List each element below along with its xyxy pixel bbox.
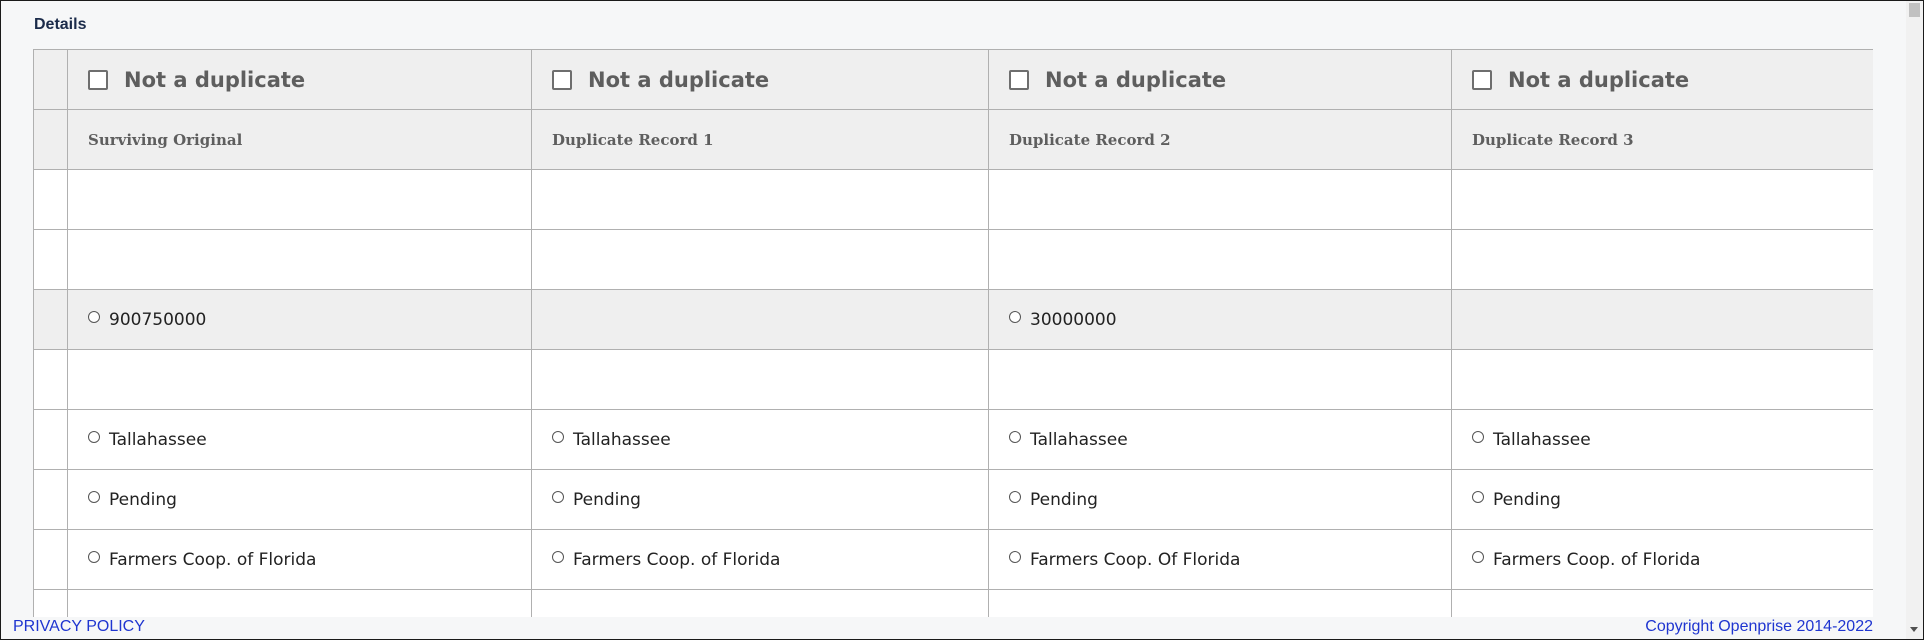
not-duplicate-cell bbox=[532, 50, 989, 110]
table-cell bbox=[989, 590, 1452, 618]
comparison-table bbox=[33, 49, 1873, 617]
value-radio[interactable] bbox=[1472, 431, 1484, 443]
table-cell bbox=[989, 530, 1452, 590]
table-row bbox=[34, 230, 1874, 290]
value-radio[interactable] bbox=[1009, 551, 1021, 563]
row-gutter bbox=[34, 110, 68, 170]
record-header-cell bbox=[532, 110, 989, 170]
cell-value: Pending bbox=[1493, 489, 1561, 510]
cell-value: Tallahassee bbox=[1493, 429, 1591, 450]
table-row bbox=[34, 170, 1874, 230]
scrollbar-thumb[interactable] bbox=[1909, 3, 1920, 17]
record-header-cell bbox=[68, 110, 532, 170]
section-title: Details bbox=[34, 16, 87, 33]
row-gutter bbox=[34, 530, 68, 590]
table-cell bbox=[1452, 590, 1874, 618]
table-cell bbox=[532, 290, 989, 350]
table-cell bbox=[1452, 350, 1874, 410]
cell-value: Tallahassee bbox=[109, 429, 207, 450]
value-radio[interactable] bbox=[1009, 431, 1021, 443]
vertical-scrollbar[interactable] bbox=[1906, 1, 1923, 639]
table-cell bbox=[532, 530, 989, 590]
value-radio[interactable] bbox=[552, 431, 564, 443]
not-duplicate-label: Not a duplicate bbox=[124, 67, 306, 92]
table-cell bbox=[532, 230, 989, 290]
not-duplicate-checkbox[interactable] bbox=[1009, 70, 1029, 90]
table-cell bbox=[1452, 230, 1874, 290]
table-cell bbox=[68, 350, 532, 410]
value-radio[interactable] bbox=[1009, 311, 1021, 323]
row-gutter bbox=[34, 290, 68, 350]
cell-value: Pending bbox=[573, 489, 641, 510]
table-cell bbox=[1452, 170, 1874, 230]
not-duplicate-checkbox[interactable] bbox=[552, 70, 572, 90]
table-cell bbox=[989, 350, 1452, 410]
not-duplicate-cell bbox=[989, 50, 1452, 110]
table-cell bbox=[68, 230, 532, 290]
not-duplicate-label: Not a duplicate bbox=[588, 67, 770, 92]
table-cell bbox=[68, 590, 532, 618]
cell-value: Pending bbox=[109, 489, 177, 510]
table-cell bbox=[1452, 530, 1874, 590]
table-cell bbox=[68, 530, 532, 590]
value-radio[interactable] bbox=[88, 491, 100, 503]
cell-value: Farmers Coop. Of Florida bbox=[1030, 549, 1241, 570]
cell-value: Tallahassee bbox=[573, 429, 671, 450]
table-cell bbox=[532, 590, 989, 618]
table-cell bbox=[532, 470, 989, 530]
value-radio[interactable] bbox=[1009, 491, 1021, 503]
value-radio[interactable] bbox=[552, 491, 564, 503]
cell-value: Farmers Coop. of Florida bbox=[109, 549, 317, 570]
table-cell bbox=[532, 170, 989, 230]
table-cell bbox=[989, 410, 1452, 470]
value-radio[interactable] bbox=[1472, 491, 1484, 503]
value-radio[interactable] bbox=[88, 431, 100, 443]
record-header-row bbox=[34, 110, 1874, 170]
record-header-cell bbox=[1452, 110, 1874, 170]
not-duplicate-checkbox[interactable] bbox=[1472, 70, 1492, 90]
table-cell bbox=[68, 470, 532, 530]
duplicate-comparison-grid bbox=[33, 49, 1873, 617]
privacy-policy-link[interactable]: PRIVACY POLICY bbox=[13, 618, 145, 635]
scroll-down-arrow-icon[interactable] bbox=[1910, 627, 1918, 632]
table-row bbox=[34, 410, 1874, 470]
row-gutter bbox=[34, 350, 68, 410]
row-gutter bbox=[34, 230, 68, 290]
table-cell bbox=[989, 170, 1452, 230]
not-duplicate-label: Not a duplicate bbox=[1508, 67, 1690, 92]
record-header-label: Surviving Original bbox=[88, 130, 243, 149]
value-radio[interactable] bbox=[88, 311, 100, 323]
record-header-cell bbox=[989, 110, 1452, 170]
table-cell bbox=[989, 290, 1452, 350]
table-row bbox=[34, 590, 1874, 618]
table-cell bbox=[1452, 470, 1874, 530]
cell-value: Tallahassee bbox=[1030, 429, 1128, 450]
value-radio[interactable] bbox=[88, 551, 100, 563]
table-row bbox=[34, 470, 1874, 530]
row-gutter bbox=[34, 410, 68, 470]
table-cell bbox=[68, 170, 532, 230]
table-cell bbox=[68, 410, 532, 470]
table-cell bbox=[989, 230, 1452, 290]
value-radio[interactable] bbox=[1472, 551, 1484, 563]
table-cell bbox=[68, 290, 532, 350]
not-duplicate-row bbox=[34, 50, 1874, 110]
not-duplicate-checkbox[interactable] bbox=[88, 70, 108, 90]
cell-value: Pending bbox=[1030, 489, 1098, 510]
row-gutter bbox=[34, 590, 68, 618]
not-duplicate-label: Not a duplicate bbox=[1045, 67, 1227, 92]
table-row bbox=[34, 350, 1874, 410]
value-radio[interactable] bbox=[552, 551, 564, 563]
cell-value: 900750000 bbox=[109, 309, 207, 330]
record-header-label: Duplicate Record 1 bbox=[552, 130, 714, 149]
table-cell bbox=[532, 350, 989, 410]
cell-value: Farmers Coop. of Florida bbox=[1493, 549, 1701, 570]
not-duplicate-cell bbox=[1452, 50, 1874, 110]
row-gutter bbox=[34, 470, 68, 530]
record-header-label: Duplicate Record 2 bbox=[1009, 130, 1171, 149]
row-gutter bbox=[34, 170, 68, 230]
not-duplicate-cell bbox=[68, 50, 532, 110]
record-header-label: Duplicate Record 3 bbox=[1472, 130, 1634, 149]
table-cell bbox=[1452, 410, 1874, 470]
cell-value: Farmers Coop. of Florida bbox=[573, 549, 781, 570]
table-cell bbox=[1452, 290, 1874, 350]
table-cell bbox=[989, 470, 1452, 530]
copyright-text: Copyright Openprise 2014-2022 bbox=[1645, 618, 1873, 635]
table-cell bbox=[532, 410, 989, 470]
table-row bbox=[34, 530, 1874, 590]
table-row bbox=[34, 290, 1874, 350]
cell-value: 30000000 bbox=[1030, 309, 1117, 330]
row-gutter bbox=[34, 50, 68, 110]
